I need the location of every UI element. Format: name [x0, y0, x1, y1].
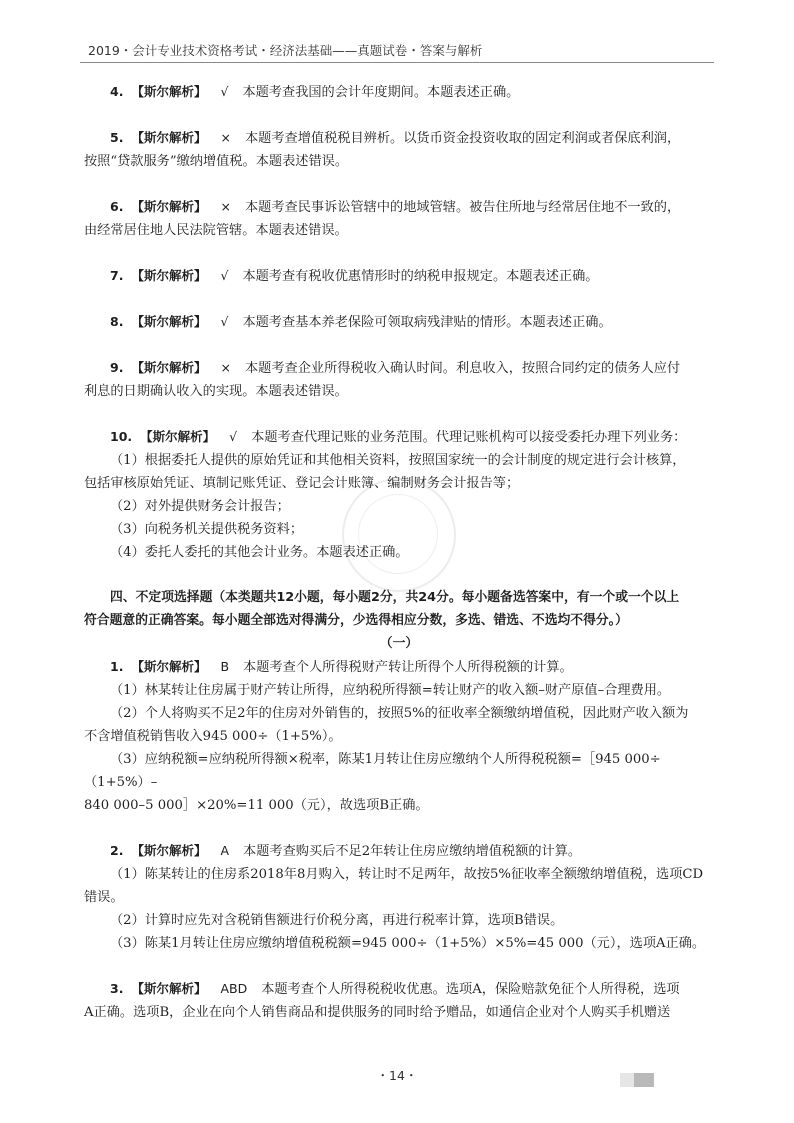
sub-point-continued: 包括审核原始凭证、填制记账凭证、登记会计账簿、编制财务会计报告等； [84, 476, 520, 491]
answer-choice: A [220, 843, 230, 858]
sub-point: （1）陈某转让的住房系2018年8月购入，转让时不足两年，故按5%征收率全额缴纳增值税，选项CD [110, 867, 704, 882]
page-header: 2019・会计专业技术资格考试・经济法基础——真题试卷・答案与解析 [88, 43, 483, 58]
item-text: 本题考查个人所得税财产转让所得个人所得税额的计算。 [243, 660, 573, 675]
item-text: 本题考查增值税税目辨析。以货币资金投资收取的固定利润或者保底利润， [244, 131, 681, 146]
sub-point: （2）对外提供财务会计报告； [110, 499, 290, 514]
page-number: ・14・ [376, 1068, 418, 1083]
sub-point: （3）向税务机关提供税务资料； [110, 522, 304, 537]
answer-item-10 [84, 425, 714, 449]
item-tag: 【斯尔解析】 [131, 84, 207, 99]
cross-mark: × [220, 130, 231, 145]
check-mark: √ [220, 314, 229, 329]
item-tag: 【斯尔解析】 [131, 314, 207, 329]
item-number: 6. [110, 199, 124, 214]
item-tag: 【斯尔解析】 [131, 843, 207, 858]
item-tag: 【斯尔解析】 [131, 130, 207, 145]
item-number: 10. [110, 429, 133, 444]
group-label: （一） [379, 636, 419, 651]
answer-item-8 [84, 310, 714, 334]
item-text-continued: A正确。选项B，企业在向个人销售商品和提供服务的同时给予赠品，如通信企业对个人购买手机赠送 [84, 1005, 671, 1020]
answer-item-6 [84, 195, 714, 219]
item-number: 8. [110, 314, 124, 329]
sub-point: （4）委托人委托的其他会计业务。本题表述正确。 [110, 545, 409, 560]
item-tag: 【斯尔解析】 [131, 199, 207, 214]
check-mark: √ [229, 429, 238, 444]
item-text-continued: 由经常居住地人民法院管辖。本题表述错误。 [84, 223, 348, 238]
answer-q3 [84, 977, 714, 1001]
item-tag: 【斯尔解析】 [131, 360, 207, 375]
sub-point: （1）林某转让住房属于财产转让所得，应纳税所得额=转让财产的收入额–财产原值–合理费用。 [110, 683, 671, 698]
item-tag: 【斯尔解析】 [131, 268, 207, 283]
sub-point-continued: 错误。 [84, 890, 124, 905]
answer-q2 [84, 839, 714, 863]
sub-point-continued: 不含增值税销售收入945 000÷（1+5%）。 [84, 729, 342, 744]
header-divider [80, 62, 714, 63]
page-content [84, 80, 714, 1024]
item-number: 2. [110, 843, 124, 858]
sub-point: （3）应纳税额=应纳税所得额×税率，陈某1月转让住房应缴纳个人所得税税额=［945 000÷（1+5%）– [84, 752, 661, 790]
item-text: 本题考查基本养老保险可领取病残津贴的情形。本题表述正确。 [242, 315, 612, 330]
item-tag: 【斯尔解析】 [131, 981, 207, 996]
item-text: 本题考查个人所得税税收优惠。选项A，保险赔款免征个人所得税，选项 [261, 982, 680, 997]
answer-item-5 [84, 126, 714, 150]
item-text: 本题考查企业所得税收入确认时间。利息收入，按照合同约定的债务人应付 [244, 361, 681, 376]
item-number: 4. [110, 84, 124, 99]
cross-mark: × [220, 199, 231, 214]
answer-choice: B [220, 659, 230, 674]
item-number: 1. [110, 659, 124, 674]
item-number: 7. [110, 268, 124, 283]
item-text: 本题考查有税收优惠情形时的纳税申报规定。本题表述正确。 [242, 269, 599, 284]
answer-item-9 [84, 356, 714, 380]
item-text-continued: 按照“贷款服务”缴纳增值税。本题表述错误。 [84, 154, 349, 169]
check-mark: √ [220, 268, 229, 283]
item-text: 本题考查代理记账的业务范围。代理记账机构可以接受委托办理下列业务： [251, 430, 687, 445]
section-heading: 四、不定项选择题（本类题共12小题，每小题2分，共24分。每小题备选答案中，有一个或一个以上 [110, 590, 680, 605]
answer-choice: ABD [220, 981, 248, 996]
sub-point: （1）根据委托人提供的原始凭证和其他相关资料，按照国家统一的会计制度的规定进行会计核算， [110, 453, 686, 468]
item-text: 本题考查我国的会计年度期间。本题表述正确。 [242, 85, 520, 100]
item-number: 9. [110, 360, 124, 375]
sub-point: （3）陈某1月转让住房应缴纳增值税税额=945 000÷（1+5%）×5%=45 000（元），选项A正确。 [110, 936, 706, 951]
section-heading-continued: 符合题意的正确答案。每小题全部选对得满分，少选得相应分数，多选、错选、不选均不得分。） [84, 613, 628, 628]
item-number: 3. [110, 981, 124, 996]
sub-point: （2）计算时应先对含税销售额进行价税分离，再进行税率计算，选项B错误。 [110, 913, 564, 928]
item-tag: 【斯尔解析】 [131, 659, 207, 674]
check-mark: √ [220, 84, 229, 99]
item-tag: 【斯尔解析】 [140, 429, 216, 444]
cross-mark: × [220, 360, 231, 375]
sub-point-continued: 840 000–5 000］×20%=11 000（元），故选项B正确。 [84, 798, 429, 813]
item-text-continued: 利息的日期确认收入的实现。本题表述错误。 [84, 384, 348, 399]
answer-item-4 [84, 80, 714, 104]
corner-decoration [620, 1073, 654, 1087]
answer-item-7 [84, 264, 714, 288]
item-number: 5. [110, 130, 124, 145]
item-text: 本题考查民事诉讼管辖中的地域管辖。被告住所地与经常居住地不一致的， [244, 200, 681, 215]
item-text: 本题考查购买后不足2年转让住房应缴纳增值税额的计算。 [243, 844, 582, 859]
answer-q1 [84, 655, 714, 679]
sub-point: （2）个人将购买不足2年的住房对外销售的，按照5%的征收率全额缴纳增值税，因此财产收入额为 [110, 706, 689, 721]
